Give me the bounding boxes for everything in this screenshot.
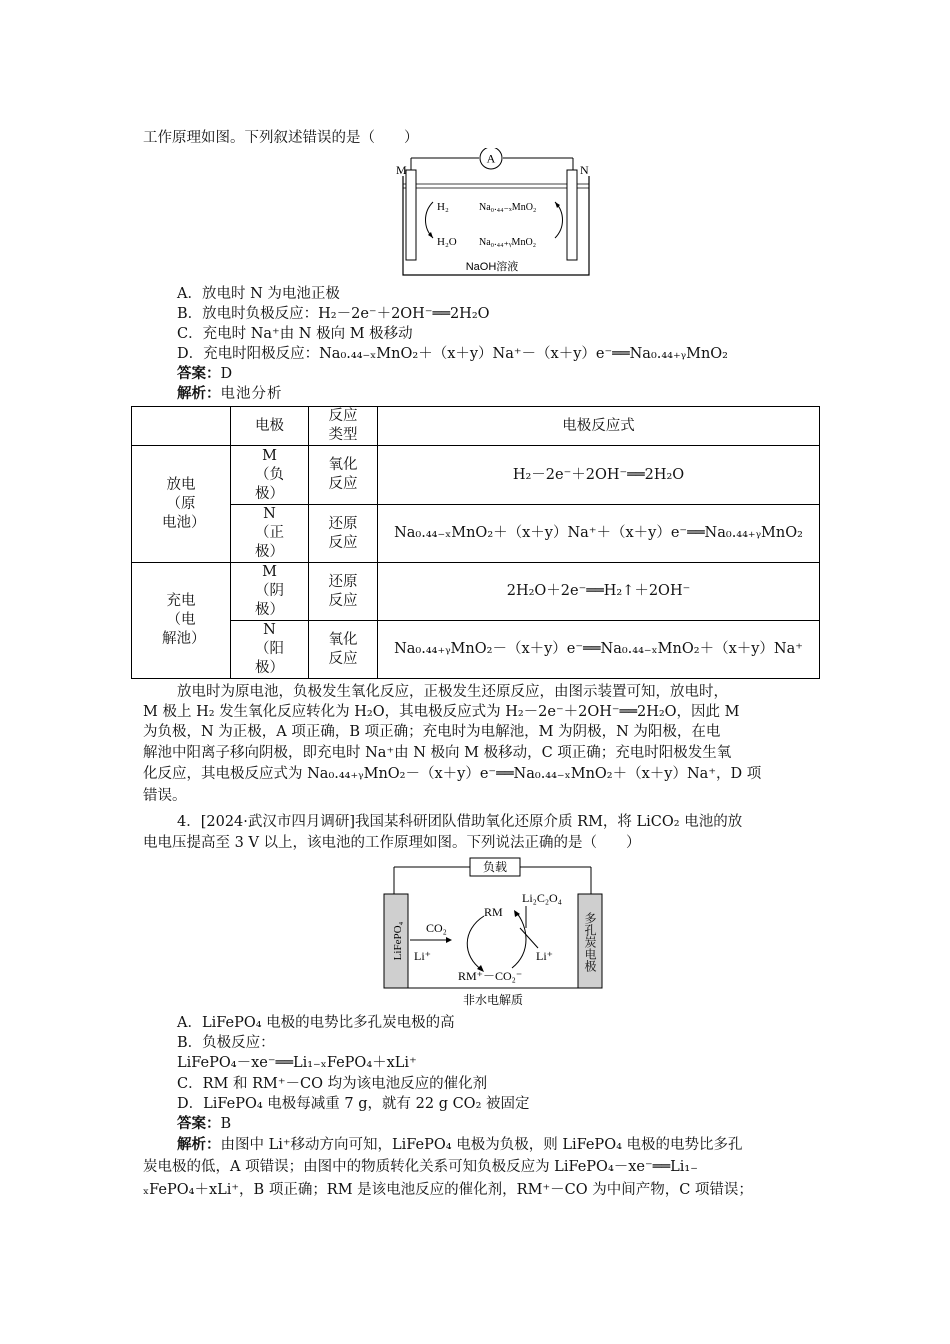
q4-option-d: D．LiFePO₄ 电极每减重 7 g，就有 22 g CO₂ 被固定 [177,1096,530,1112]
label-n: N [580,163,589,177]
table-row [132,563,820,621]
electrode-m [406,170,416,260]
li-left-label: Li⁺ [414,949,431,963]
electrode-n [567,170,577,260]
analysis-intro-text: 电池分析 [220,386,283,402]
q3-option-b: B．放电时负极反应：H₂－2e⁻＋2OH⁻══2H₂O [177,306,490,322]
rm-label: RM [484,905,503,919]
header-reaction-type: 反应类型 [309,407,378,446]
q4-stem-line: 电电压提高至 3 V 以上，该电池的工作原理如图。下列说法正确的是（ ） [143,835,641,851]
answer-label: 答案： [177,1115,221,1132]
equation-cell: Na₀.₄₄₋ₓMnO₂＋（x＋y）Na⁺＋（x＋y）e⁻══Na₀.₄₄₊ᵧMnO₂ [378,505,820,563]
answer-value: B [220,1116,232,1132]
electrode-cell: M（负极） [231,446,309,505]
load-label: 负载 [482,860,508,874]
equation-cell: Na₀.₄₄₊ᵧMnO₂－（x＋y）e⁻══Na₀.₄₄₋ₓMnO₂＋（x＋y）Na⁺ [378,621,820,679]
q4-option-b-equation: LiFePO₄－xe⁻══Li₁₋ₓFePO₄＋xLi⁺ [177,1055,417,1071]
header-electrode: 电极 [231,407,309,446]
q3-explanation-line: 化反应，其电极反应式为 Na₀.₄₄₊ᵧMnO₂－（x＋y）e⁻══Na₀.₄₄₋ₓMnO₂＋（x＋y）Na⁺，D 项 [143,766,762,782]
mode-charge: 充电（电解池） [132,563,231,679]
q3-option-c: C．充电时 Na⁺由 N 极向 M 极移动 [177,326,413,342]
type-cell: 氧化反应 [309,621,378,679]
q3-analysis-intro [177,384,283,404]
q4-option-c: C．RM 和 RM⁺－CO 均为该电池反应的催化剂 [177,1076,488,1092]
table-row [132,621,820,679]
rm-co2-label: RM⁺－CO₂⁻ [458,969,523,983]
analysis-label: 解析： [177,1136,221,1153]
q3-answer [177,364,232,384]
electrode-cell: N（正极） [231,505,309,563]
explanation-text: 由图中 Li⁺移动方向可知，LiFePO₄ 电极为负极，则 LiFePO₄ 电极的电势比多孔 [220,1137,743,1153]
li-right-label: Li⁺ [536,949,553,963]
q4-option-a: A．LiFePO₄ 电极的电势比多孔炭电极的高 [177,1015,455,1031]
q4-explanation-line: 炭电极的低，A 项错误；由图中的物质转化关系可知负极反应为 LiFePO₄－xe⁻══Li₁₋ [143,1159,698,1175]
na-top-label: Na₀.₄₄₋ₓMnO₂ [479,202,537,213]
equation-cell: H₂－2e⁻＋2OH⁻══2H₂O [378,446,820,505]
na-bottom-label: Na₀.₄₄₊ᵧMnO₂ [479,237,537,248]
ammeter-label: A [486,151,496,166]
analysis-label: 解析： [177,385,221,402]
table-header-row [132,407,820,446]
q3-explanation-line: 放电时为原电池，负极发生氧化反应，正极发生还原反应，由图示装置可知，放电时， [177,684,728,700]
q4-battery-diagram [376,856,612,1008]
electrode-cell: M（阴极） [231,563,309,621]
h2o-label: H₂O [437,236,457,248]
li2c2o4-label: Li₂C₂O₄ [522,891,562,905]
q3-stem: 工作原理如图。下列叙述错误的是（ ） [143,130,419,146]
electrolyte-label: 非水电解质 [462,993,524,1007]
header-equation: 电极反应式 [378,407,820,446]
carbon-electrode-label: 多孔炭电极 [583,912,597,972]
mode-discharge: 放电（原电池） [132,446,231,563]
table-row [132,505,820,563]
q3-explanation-line: 错误。 [143,788,187,804]
solution-label: NaOH溶液 [465,261,519,273]
q4-explanation-line: ₓFePO₄＋xLi⁺，B 项正确；RM 是该电池反应的催化剂，RM⁺－CO 为中间产物，C 项错误； [143,1182,753,1198]
answer-value: D [220,366,233,382]
type-cell: 氧化反应 [309,446,378,505]
q4-explanation-line [177,1135,743,1155]
q3-cell-diagram [395,148,605,278]
equation-cell: 2H₂O＋2e⁻══H₂↑＋2OH⁻ [378,563,820,621]
type-cell: 还原反应 [309,505,378,563]
answer-label: 答案： [177,365,221,382]
label-m: M [396,163,407,177]
electrode-cell: N（阳极） [231,621,309,679]
q4-answer [177,1114,231,1134]
h2-label: H₂ [437,201,449,213]
q4-option-b: B．负极反应： [177,1035,275,1051]
analysis-table [131,406,820,679]
lifepo4-label: LiFePO₄ [392,921,404,961]
header-empty [132,407,231,446]
q3-explanation-line: M 极上 H₂ 发生氧化反应转化为 H₂O，其电极反应式为 H₂－2e⁻＋2OH⁻══2H₂O，因此 M [143,704,740,720]
type-cell: 还原反应 [309,563,378,621]
q3-explanation-line: 为负极，N 为正极，A 项正确，B 项正确；充电时为电解池，M 为阴极，N 为阳极，在电 [143,724,721,740]
co2-label: CO₂ [426,921,447,935]
q3-explanation-line: 解池中阳离子移向阴极，即充电时 Na⁺由 N 极向 M 极移动，C 项正确；充电时阳极发生氧 [143,745,732,761]
q3-option-a: A．放电时 N 为电池正极 [177,286,340,302]
table-row [132,446,820,505]
q3-option-d: D．充电时阳极反应：Na₀.₄₄₋ₓMnO₂＋（x＋y）Na⁺－（x＋y）e⁻══Na₀.₄₄₊ᵧMnO₂ [177,346,728,362]
q4-stem-line: 4．[2024·武汉市四月调研]我国某科研团队借助氧化还原介质 RM，将 LiCO₂ 电池的放 [177,814,743,830]
